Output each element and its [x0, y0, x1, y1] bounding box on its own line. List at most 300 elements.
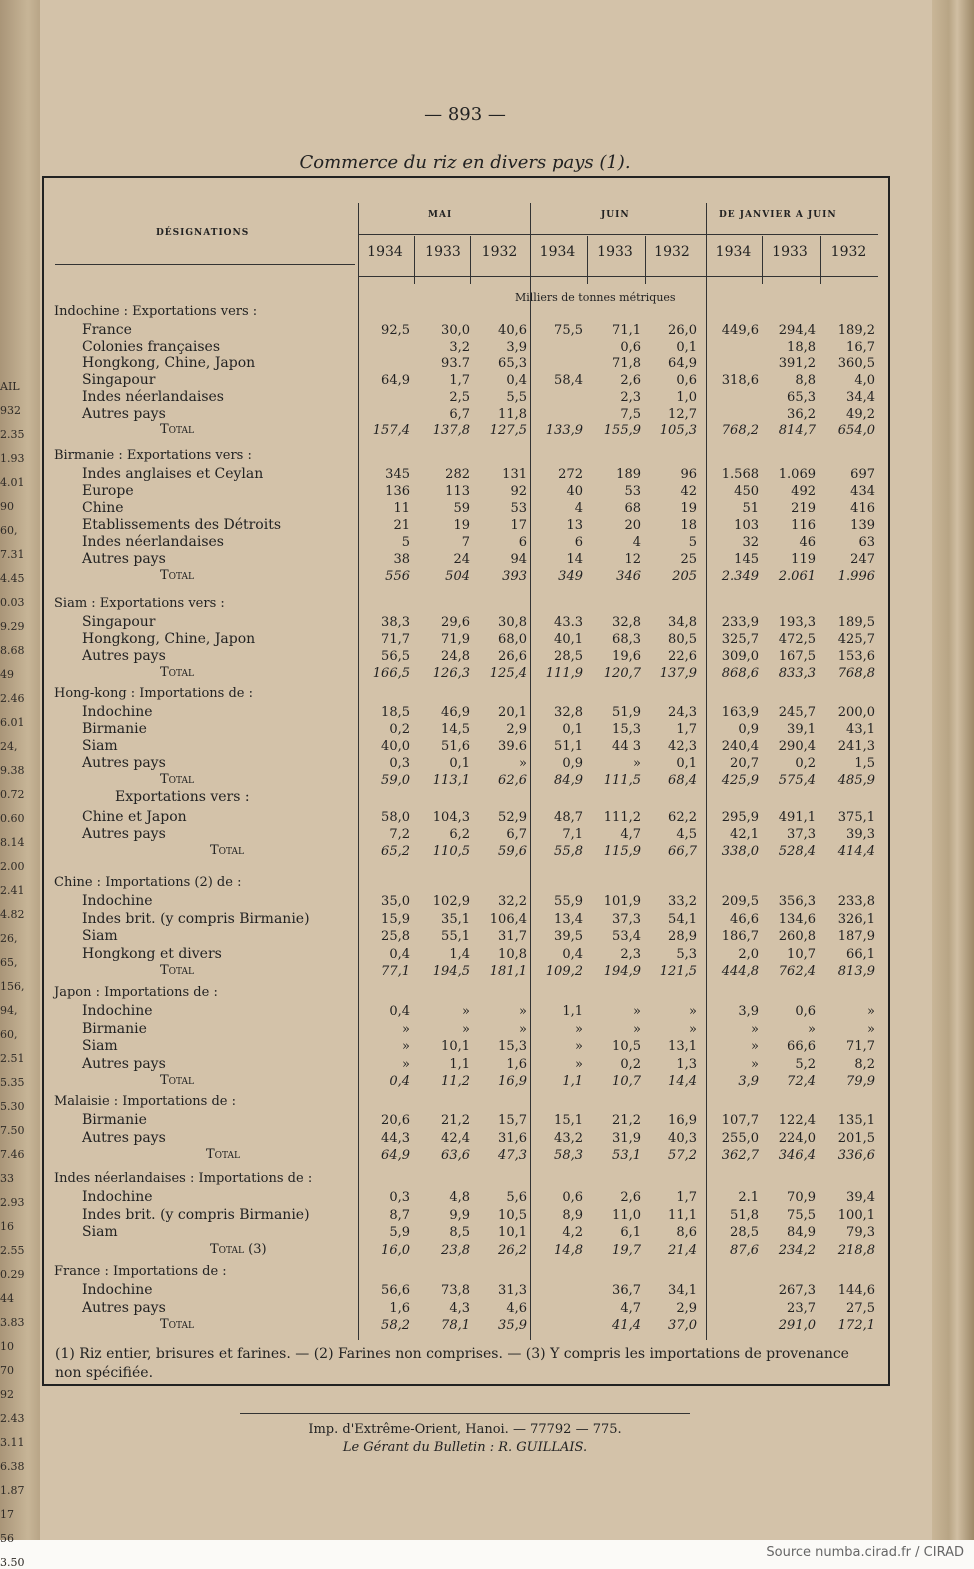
cell-value: 1,4	[449, 946, 470, 962]
cell-value: 92,5	[381, 323, 410, 338]
cell-value: 12,7	[668, 406, 697, 422]
gutter-number: 5.35	[0, 1076, 25, 1089]
gutter-number: 3.50	[0, 1556, 25, 1569]
cell-value: 32	[742, 535, 759, 550]
cell-value: »	[689, 1021, 697, 1037]
cell-value: 18,5	[381, 705, 410, 720]
cell-value: 1.568	[721, 467, 759, 482]
cell-value: 255,0	[721, 1130, 759, 1146]
row-label: Autres pays	[82, 826, 166, 842]
column-rule	[414, 236, 415, 284]
total-value: 77,1	[381, 964, 410, 979]
total-value: 291,0	[778, 1318, 816, 1333]
cell-value: 84,9	[787, 1225, 816, 1240]
cell-value: 94	[510, 552, 527, 567]
row-label: Autres pays	[82, 755, 166, 771]
cell-value: 492	[791, 484, 816, 499]
row-label: Siam	[82, 1224, 118, 1240]
cell-value: »	[402, 1021, 410, 1037]
gutter-number: 4.82	[0, 908, 25, 921]
section-title: France : Importations de :	[54, 1264, 227, 1279]
total-value: 55,8	[554, 844, 583, 859]
total-value: 768,2	[721, 423, 759, 439]
cell-value: 49,2	[846, 406, 875, 422]
gutter-number: 8.68	[0, 644, 25, 657]
cell-value: 4	[632, 535, 641, 550]
cell-value: 201,5	[837, 1130, 875, 1146]
cell-value: 4,7	[620, 1300, 641, 1316]
cell-value: 326,1	[837, 911, 875, 927]
total-value: 79,9	[846, 1074, 875, 1089]
gutter-number: 0.29	[0, 1268, 25, 1281]
total-value: 37,0	[668, 1318, 697, 1333]
cell-value: 1,5	[854, 756, 875, 771]
cell-value: 119	[791, 552, 816, 567]
cell-value: 4,8	[449, 1190, 470, 1205]
total-value: 205	[672, 569, 697, 584]
gutter-number: 9.38	[0, 764, 25, 777]
cell-value: 16,9	[668, 1113, 697, 1128]
cell-value: 24	[453, 552, 470, 567]
cell-value: 54,1	[668, 911, 697, 927]
cell-value: 189,5	[837, 615, 875, 630]
cell-value: 35,1	[441, 911, 470, 927]
cell-value: 18	[680, 518, 697, 533]
cell-value: 491,1	[778, 810, 816, 825]
cell-value: 9,9	[449, 1207, 470, 1223]
cell-value: 44 3	[612, 739, 641, 754]
cell-value: 32,2	[498, 894, 527, 909]
total-value: 120,7	[603, 666, 641, 681]
cell-value: 0,3	[389, 1190, 410, 1205]
cell-value: 122,4	[778, 1113, 816, 1128]
juin-header: JUIN	[601, 210, 630, 220]
total-value: 425,9	[721, 773, 759, 788]
cell-value: 24,8	[441, 649, 470, 664]
cell-value: 1,7	[676, 722, 697, 737]
total-value: 166,5	[372, 666, 410, 681]
cell-value: 56,6	[381, 1283, 410, 1298]
row-label: Birmanie	[82, 1020, 147, 1037]
total-value: 78,1	[441, 1318, 470, 1333]
cell-value: 116	[791, 518, 816, 533]
gutter-number: 16	[0, 1220, 14, 1233]
cell-value: 1.069	[778, 467, 816, 482]
cell-value: 20,7	[730, 756, 759, 771]
cell-value: 5	[688, 535, 697, 550]
total-value: 814,7	[778, 423, 816, 439]
total-value: 41,4	[612, 1318, 641, 1333]
total-value: 68,4	[668, 773, 697, 788]
janjuin-underline	[706, 234, 878, 235]
cell-value: 70,9	[787, 1190, 816, 1205]
cell-value: 8,5	[449, 1225, 470, 1240]
row-label: Siam	[82, 1038, 118, 1054]
cell-value: 79,3	[846, 1225, 875, 1240]
cell-value: 425,7	[837, 632, 875, 647]
row-label: Europe	[82, 483, 134, 499]
gutter-number: 3.11	[0, 1436, 25, 1449]
year-header: 1934	[715, 244, 752, 260]
cell-value: 2,3	[620, 389, 641, 405]
cell-value: 65,3	[498, 356, 527, 372]
cell-value: 53	[510, 501, 527, 516]
cell-value: 7,2	[389, 827, 410, 842]
cell-value: 3,2	[449, 339, 470, 355]
cell-value: 5,5	[506, 389, 527, 405]
total-label: Total	[160, 568, 195, 583]
table-title: Commerce du riz en divers pays (1).	[299, 152, 631, 173]
cell-value: 15,7	[498, 1113, 527, 1128]
cell-value: 144,6	[837, 1283, 875, 1298]
total-value: 109,2	[545, 964, 583, 979]
total-value: 346	[616, 569, 641, 584]
cell-value: 11,8	[498, 406, 527, 422]
cell-value: 2,6	[620, 373, 641, 389]
gutter-number: 44	[0, 1292, 14, 1305]
section-title: Indes néerlandaises : Importations de :	[54, 1171, 313, 1186]
cell-value: 2,5	[449, 389, 470, 405]
row-label: Singapour	[82, 614, 156, 630]
cell-value: »	[808, 1021, 816, 1037]
cell-value: 3,9	[738, 1004, 759, 1019]
cell-value: 55,9	[554, 894, 583, 909]
total-value: 336,6	[837, 1148, 875, 1163]
cell-value: 28,5	[554, 649, 583, 664]
gutter-number: 26,	[0, 932, 18, 945]
cell-value: 2,6	[620, 1190, 641, 1205]
cell-value: 16,7	[846, 339, 875, 355]
total-value: 111,5	[603, 773, 641, 788]
cell-value: »	[575, 1021, 583, 1037]
row-label: Indes brit. (y compris Birmanie)	[82, 1206, 310, 1223]
gutter-number: 56	[0, 1532, 14, 1545]
cell-value: 75,5	[787, 1207, 816, 1223]
row-label: Autres pays	[82, 1055, 166, 1072]
cell-value: 6,7	[506, 827, 527, 842]
cell-value: 2,9	[506, 722, 527, 737]
cell-value: 360,5	[837, 356, 875, 372]
year-header: 1932	[654, 244, 690, 260]
cell-value: 6	[574, 535, 583, 550]
cell-value: 267,3	[778, 1283, 816, 1298]
cell-value: 43,1	[846, 722, 875, 737]
cell-value: 40,1	[554, 632, 583, 647]
jan-juin-header: DE JANVIER A JUIN	[719, 210, 837, 220]
row-label: Autres pays	[82, 405, 166, 422]
cell-value: 1,1	[449, 1056, 470, 1072]
year-header: 1932	[481, 244, 518, 260]
cell-value: 8,9	[562, 1207, 583, 1223]
cell-value: 0,1	[562, 722, 583, 737]
cell-value: 282	[445, 467, 470, 482]
cell-value: »	[751, 1056, 759, 1072]
cell-value: 55,1	[441, 929, 470, 944]
cell-value: 13	[566, 518, 583, 533]
cell-value: 43,2	[554, 1130, 583, 1146]
gutter-number: 2.43	[0, 1412, 25, 1425]
total-value: 121,5	[659, 964, 697, 979]
row-label: Birmanie	[82, 1112, 147, 1128]
total-value: 65,2	[381, 844, 410, 859]
total-value: 504	[445, 569, 470, 584]
cell-value: 40,0	[381, 739, 410, 754]
cell-value: »	[633, 1004, 641, 1019]
cell-value: 17	[510, 518, 527, 533]
cell-value: 31,7	[498, 929, 527, 944]
cell-value: »	[575, 1039, 583, 1054]
gutter-number: 2.35	[0, 428, 25, 441]
cell-value: 53	[624, 484, 641, 499]
cell-value: 697	[850, 467, 875, 482]
row-label: Hongkong et divers	[82, 945, 222, 962]
cell-value: 245,7	[778, 705, 816, 720]
gutter-number: 5.30	[0, 1100, 25, 1113]
cell-value: 0,9	[738, 722, 759, 737]
total-value: 137,8	[432, 423, 470, 439]
row-label: Etablissements des Détroits	[82, 517, 282, 533]
cell-value: 38	[393, 552, 410, 567]
mai-header: MAI	[428, 210, 453, 220]
cell-value: 0,4	[506, 373, 527, 389]
cell-value: 4,6	[506, 1300, 527, 1316]
column-rule	[762, 236, 763, 284]
total-value: 113,1	[432, 773, 470, 788]
cell-value: 102,9	[432, 894, 470, 909]
cell-value: 19	[453, 518, 470, 533]
cell-value: 209,5	[721, 894, 759, 909]
cell-value: 24,3	[668, 705, 697, 720]
cell-value: 96	[680, 467, 697, 482]
gutter-number: 1.87	[0, 1484, 25, 1497]
gutter-number: 0.03	[0, 596, 25, 609]
cell-value: 375,1	[837, 810, 875, 825]
cell-value: 15,3	[612, 722, 641, 737]
cell-value: 0,1	[449, 756, 470, 771]
cell-value: 5,3	[676, 946, 697, 962]
total-value: 338,0	[721, 844, 759, 859]
cell-value: »	[689, 1004, 697, 1019]
cell-value: 134,6	[778, 911, 816, 927]
total-value: 155,9	[603, 423, 641, 439]
cell-value: 8,8	[795, 373, 816, 389]
cell-value: 75,5	[554, 323, 583, 338]
total-value: 0,4	[389, 1074, 410, 1089]
cell-value: 5,9	[389, 1225, 410, 1240]
cell-value: 167,5	[778, 649, 816, 664]
cell-value: 32,8	[612, 615, 641, 630]
imprint: Imp. d'Extrême-Orient, Hanoi. — 77792 — 775.	[308, 1422, 622, 1437]
total-value: 194,9	[603, 964, 641, 979]
gerant: Le Gérant du Bulletin : R. GUILLAIS.	[342, 1440, 588, 1455]
gutter-number: 60,	[0, 1028, 18, 1041]
cell-value: 10,5	[612, 1039, 641, 1054]
total-label: Total	[160, 422, 195, 438]
cell-value: 325,7	[721, 632, 759, 647]
gutter-number: 6.38	[0, 1460, 25, 1473]
year-header: 1932	[830, 244, 867, 260]
cell-value: 38,3	[381, 615, 410, 630]
total-value: 35,9	[498, 1318, 527, 1333]
row-label: Indochine	[82, 1003, 153, 1019]
section-title: Chine : Importations (2) de :	[54, 875, 242, 890]
cell-value: 66,6	[787, 1039, 816, 1054]
cell-value: 36,7	[612, 1283, 641, 1298]
cell-value: 51,8	[730, 1207, 759, 1223]
gutter-number: 10	[0, 1340, 14, 1353]
total-value: 84,9	[554, 773, 583, 788]
cell-value: 145	[734, 552, 759, 567]
total-value: 58,3	[554, 1148, 583, 1163]
cell-value: »	[867, 1021, 875, 1037]
row-label: Autres pays	[82, 1299, 166, 1316]
cell-value: 8,6	[676, 1225, 697, 1240]
gutter-number: 4.45	[0, 572, 25, 585]
cell-value: 391,2	[778, 356, 816, 372]
cell-value: 21,2	[612, 1113, 641, 1128]
cell-value: 5,6	[506, 1190, 527, 1205]
cell-value: 1,0	[676, 389, 697, 405]
total-value: 444,8	[721, 964, 759, 979]
cell-value: 46	[799, 535, 816, 550]
gutter-number: 156,	[0, 980, 25, 993]
cell-value: 46,9	[441, 705, 470, 720]
gutter-number: 17	[0, 1508, 14, 1521]
cell-value: 233,9	[721, 615, 759, 630]
total-label: Total	[160, 772, 195, 787]
total-value: 58,2	[381, 1318, 410, 1333]
gutter-number: 24,	[0, 740, 18, 753]
cell-value: 135,1	[837, 1113, 875, 1128]
total-value: 234,2	[778, 1242, 816, 1258]
cell-value: 111,2	[603, 810, 641, 825]
cell-value: 472,5	[778, 632, 816, 647]
cell-value: 0,4	[389, 946, 410, 962]
cell-value: 187,9	[837, 929, 875, 944]
gutter-number: 2.41	[0, 884, 25, 897]
total-label: Total	[206, 1147, 241, 1162]
total-value: 19,7	[612, 1242, 641, 1258]
total-label: Total	[210, 843, 245, 858]
cell-value: 56,5	[381, 649, 410, 664]
cell-value: »	[462, 1021, 470, 1037]
cell-value: »	[633, 756, 641, 771]
cell-value: 53,4	[612, 929, 641, 944]
cell-value: 29,6	[441, 615, 470, 630]
mai-underline	[358, 234, 530, 235]
cell-value: 62,2	[668, 810, 697, 825]
row-label: Colonies françaises	[82, 338, 221, 355]
gutter-number: 2.51	[0, 1052, 25, 1065]
cell-value: 0,2	[389, 722, 410, 737]
cell-value: 0,3	[389, 756, 410, 771]
cell-value: 294,4	[778, 323, 816, 338]
cell-value: 100,1	[837, 1207, 875, 1223]
cell-value: »	[462, 1004, 470, 1019]
total-value: 556	[385, 569, 410, 584]
cell-value: 186,7	[721, 929, 759, 944]
cell-value: 8,7	[389, 1207, 410, 1223]
cell-value: »	[867, 1004, 875, 1019]
cell-value: 113	[445, 484, 470, 499]
cell-value: 15,1	[554, 1113, 583, 1128]
cell-value: 40,6	[498, 323, 527, 338]
cell-value: 68,0	[498, 632, 527, 647]
total-value: 53,1	[612, 1148, 641, 1163]
gutter-number: 2.00	[0, 860, 25, 873]
gutter-number: 7.31	[0, 548, 25, 561]
cell-value: 20,6	[381, 1113, 410, 1128]
cell-value: »	[519, 756, 527, 771]
cell-value: 416	[850, 501, 875, 516]
gutter-number: 4.01	[0, 476, 25, 489]
year-header: 1933	[597, 244, 633, 260]
row-label: Chine et Japon	[82, 809, 187, 825]
gutter-number: 0.72	[0, 788, 25, 801]
row-label: Exportations vers :	[115, 789, 250, 805]
cell-value: 34,8	[668, 615, 697, 630]
cell-value: 0,4	[389, 1004, 410, 1019]
cell-value: 58,4	[554, 373, 583, 389]
cell-value: 224,0	[778, 1130, 816, 1146]
cell-value: 28,5	[730, 1225, 759, 1240]
cell-value: 32,8	[554, 705, 583, 720]
column-rule	[587, 236, 588, 284]
cell-value: 51,6	[441, 739, 470, 754]
gutter-number: 9.29	[0, 620, 25, 633]
row-label: Indochine	[82, 893, 153, 909]
cell-value: 4,3	[449, 1300, 470, 1316]
section-title: Siam : Exportations vers :	[54, 596, 225, 611]
designations-header: DÉSIGNATIONS	[156, 228, 250, 238]
row-label: Singapour	[82, 372, 156, 389]
cell-value: 290,4	[778, 739, 816, 754]
gutter-number: AIL	[0, 380, 20, 393]
gutter-number: 8.14	[0, 836, 25, 849]
cell-value: 21,2	[441, 1113, 470, 1128]
total-label: Total	[160, 1073, 195, 1088]
cell-value: 51,1	[554, 739, 583, 754]
cell-value: 42,1	[730, 827, 759, 842]
cell-value: 71,7	[846, 1039, 875, 1054]
cell-value: 247	[850, 552, 875, 567]
total-value: 181,1	[489, 964, 527, 979]
cell-value: 260,8	[778, 929, 816, 944]
total-value: 813,9	[837, 964, 875, 979]
total-value: 194,5	[432, 964, 470, 979]
total-value: 63,6	[441, 1148, 470, 1163]
cell-value: 106,4	[489, 911, 527, 927]
total-value: 1,1	[562, 1074, 583, 1089]
total-value: 137,9	[659, 666, 697, 681]
cell-value: 51	[742, 501, 759, 516]
cell-value: 10,8	[498, 946, 527, 962]
total-label: Total	[160, 963, 195, 978]
cell-value: 163,9	[721, 705, 759, 720]
year-header: 1933	[772, 244, 808, 260]
row-label: Chine	[82, 500, 124, 516]
cell-value: 219	[791, 501, 816, 516]
total-value: 47,3	[498, 1148, 527, 1163]
total-value: 11,2	[441, 1074, 470, 1089]
footer-rule	[240, 1413, 690, 1414]
cell-value: 63	[858, 535, 875, 550]
cell-value: 59	[453, 501, 470, 516]
total-value: 346,4	[778, 1148, 816, 1163]
cell-value: 309,0	[721, 649, 759, 664]
cell-value: 14,5	[441, 722, 470, 737]
cell-value: 5	[401, 535, 410, 550]
